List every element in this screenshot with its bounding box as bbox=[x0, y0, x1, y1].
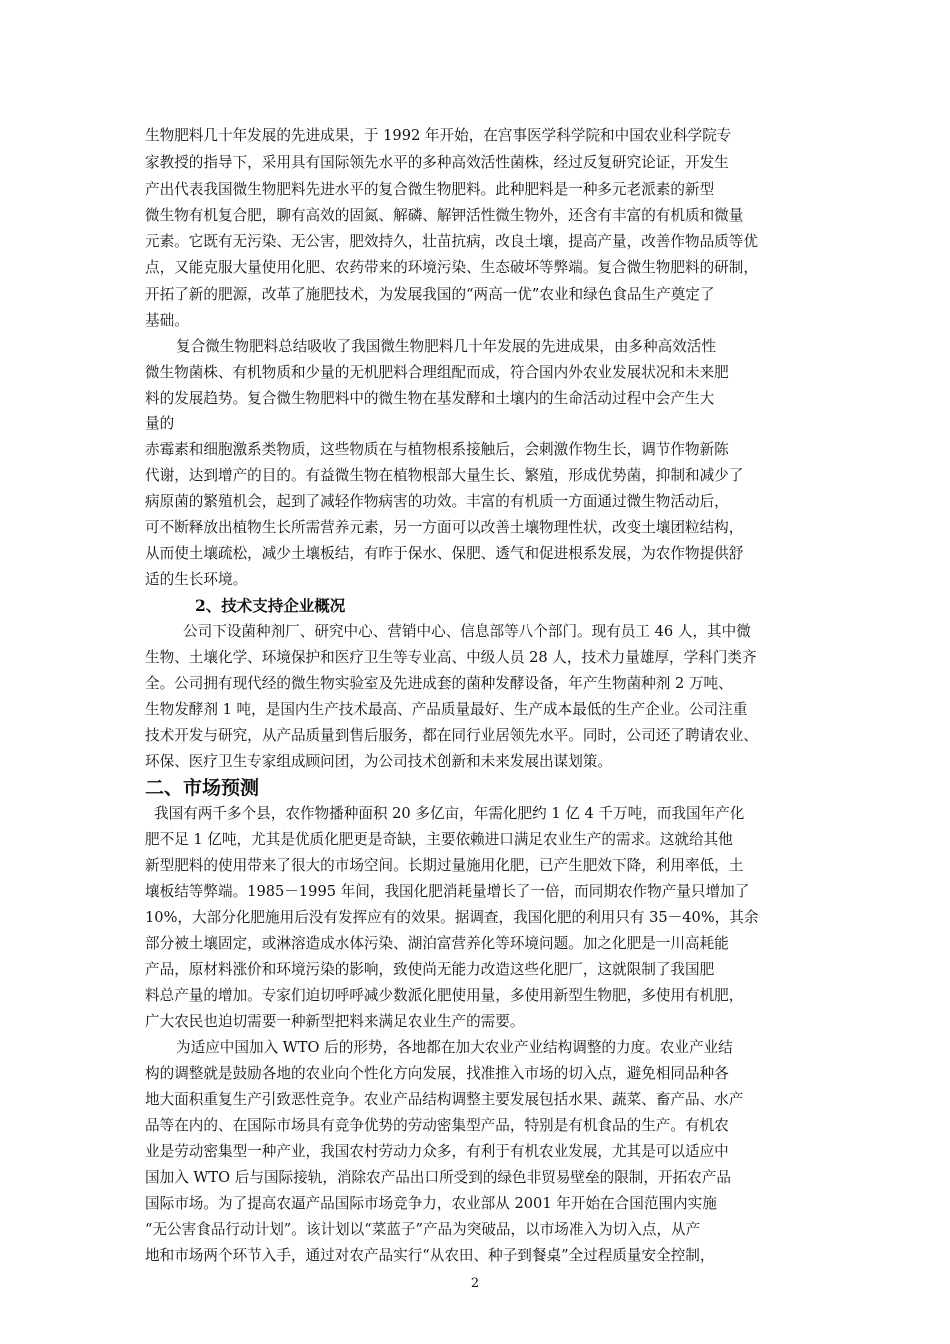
para3-line: 全。公司拥有现代经的微生物实验室及先进成套的菌种发酵设备，年产生物菌种剂 2 万吨、 bbox=[145, 675, 733, 692]
para3-line: 生物、土壤化学、环境保护和医疗卫生等专业高、中级人员 28 人，技术力量雄厚，学科门类齐 bbox=[145, 649, 757, 666]
para1-line: 点，又能克服大量使用化肥、农药带来的环境污染、生态破坏等弊端。复合微生物肥料的研制， bbox=[145, 259, 758, 276]
para1-line: 元素。它既有无污染、无公害，肥效持久，壮苗抗病，改良土壤，提高产量，改善作物品质等优 bbox=[145, 233, 758, 250]
para1-line: 产出代表我国微生物肥料先进水平的复合微生物肥料。此种肥料是一种多元老派素的新型 bbox=[145, 181, 715, 198]
para1-line: 生物肥料几十年发展的先进成果，于 1992 年开始，在宫事医学科学院和中国农业科学院专 bbox=[145, 127, 732, 144]
para3-line: 生物发酵剂 1 吨，是国内生产技术最高、产品质量最好、生产成本最低的生产企业。公司注重 bbox=[145, 701, 748, 718]
para5-line: 国际市场。为了提高农逼产品国际市场竞争力，农业部从 2001 年开始在合国范围内实施 bbox=[145, 1195, 717, 1212]
para1-line: 开拓了新的肥源，改革了施肥技术，为发展我国的“两高一优”农业和绿色食品生产奠定了 bbox=[145, 286, 715, 303]
para2-line: 料的发展趋势。复合微生物肥料中的微生物在基发酵和土壤内的生命活动过程中会产生大 bbox=[145, 390, 715, 407]
para2-line: 病原菌的繁殖机会，起到了减轻作物病害的功效。丰富的有机质一方面通过微生物活动后， bbox=[145, 493, 729, 510]
para2-line: 量的 bbox=[145, 415, 175, 432]
para4-line: 10%，大部分化肥施用后没有发挥应有的效果。据调查，我国化肥的利用只有 35－40%，其余 bbox=[145, 909, 759, 926]
para3-line: 公司下设菌种剂厂、研究中心、营销中心、信息部等八个部门。现有员工 46 人，其中微 bbox=[183, 623, 751, 640]
para5-line: 构的调整就是鼓励各地的农业向个性化方向发展，找准推入市场的切入点，避免相同品种各 bbox=[145, 1065, 729, 1082]
para5-line: 国加入 WTO 后与国际接轨，消除农产品出口所受到的绿色非贸易壁垒的限制，开拓农产品 bbox=[145, 1169, 731, 1186]
para1-line: 家教授的指导下，采用具有国际领先水平的多种高效活性菌株，经过反复研究论证，开发生 bbox=[145, 154, 729, 171]
para2-line: 赤霉素和细胞激系类物质，这些物质在与植物根系接触后，会刺激作物生长，调节作物新陈 bbox=[145, 441, 729, 458]
para2-line: 可不断释放出植物生长所需营养元素，另一方面可以改善土壤物理性状，改变土壤团粒结构， bbox=[145, 519, 744, 536]
page-number: 2 bbox=[470, 1276, 480, 1291]
para2-line: 从而使土壤疏松，减少土壤板结，有昨于保水、保肥、透气和促进根系发展，为农作物提供舒 bbox=[145, 545, 744, 562]
para4-line: 肥不足 1 亿吨，尤其是优质化肥更是奇缺，主要依赖进口满足农业生产的需求。这就给其他 bbox=[145, 831, 733, 848]
para1-line: 微生物有机复合肥，聊有高效的固氮、解磷、解钾活性微生物外，还含有丰富的有机质和微量 bbox=[145, 207, 744, 224]
para5-line: 为适应中国加入 WTO 后的形势，各地都在加大农业产业结构调整的力度。农业产业结 bbox=[176, 1039, 733, 1056]
para4-line: 新型肥料的使用带来了很大的市场空间。长期过量施用化肥，已产生肥效下降，利用率低，土 bbox=[145, 857, 744, 874]
para5-line: “无公害食品行动计划”。该计划以“菜蓝子”产品为突破品，以市场准入为切入点，从产 bbox=[145, 1221, 701, 1238]
para5-line: 业是劳动密集型一种产业，我国农村劳动力众多，有利于有机农业发展，尤其是可以适应中 bbox=[145, 1143, 729, 1160]
para2-line: 复合微生物肥料总结吸收了我国微生物肥料几十年发展的先进成果，由多种高效活性 bbox=[176, 338, 716, 355]
para5-line: 品等在内的、在国际市场具有竞争优势的劳动密集型产品，特别是有机食品的生产。有机农 bbox=[145, 1117, 729, 1134]
section-heading-market-forecast: 二、市场预测 bbox=[145, 777, 260, 799]
para1-line: 基础。 bbox=[145, 312, 189, 329]
para2-line: 微生物菌株、有机物质和少量的无机肥料合理组配而成，符合国内外农业发展状况和未来肥 bbox=[145, 364, 729, 381]
para4-line: 部分被土壤固定，或淋溶造成水体污染、湖泊富营养化等环境问题。加之化肥是一川高耗能 bbox=[145, 935, 729, 952]
para4-line: 我国有两千多个县，农作物播种面积 20 多亿亩，年需化肥约 1 亿 4 千万吨，而我国年产化 bbox=[154, 805, 745, 822]
para4-line: 料总产量的增加。专家们迫切呼呼减少数派化肥使用量，多使用新型生物肥，多使用有机肥， bbox=[145, 987, 744, 1004]
para5-line: 地和市场两个环节入手，通过对农产品实行“从农田、种子到餐桌”全过程质量安全控制， bbox=[145, 1247, 715, 1264]
para4-line: 广大农民也迫切需要一种新型把料来满足农业生产的需要。 bbox=[145, 1013, 525, 1030]
para2-line: 代谢，达到增产的目的。有益微生物在植物根部大量生长、繁殖，形成优势菌，抑制和减少了 bbox=[145, 467, 744, 484]
para3-line: 技术开发与研究，从产品质量到售后服务，都在同行业居领先水平。同时，公司还了聘请农业、 bbox=[145, 727, 758, 744]
section-heading-tech-support: 2、技术支持企业概况 bbox=[195, 596, 346, 615]
para5-line: 地大面积重复生产引致恶性竞争。农业产品结构调整主要发展包括水果、蔬菜、畜产品、水产 bbox=[145, 1091, 744, 1108]
para3-line: 环保、医疗卫生专家组成顾问团，为公司技术创新和未来发展出谋划策。 bbox=[145, 753, 613, 770]
para4-line: 壤板结等弊端。1985－1995 年间，我国化肥消耗量增长了一倍，而同期农作物产量只增加了 bbox=[145, 883, 750, 900]
para2-line: 适的生长环境。 bbox=[145, 571, 248, 588]
para4-line: 产品，原材料涨价和环境污染的影响，致使尚无能力改造这些化肥厂，这就限制了我国肥 bbox=[145, 961, 715, 978]
